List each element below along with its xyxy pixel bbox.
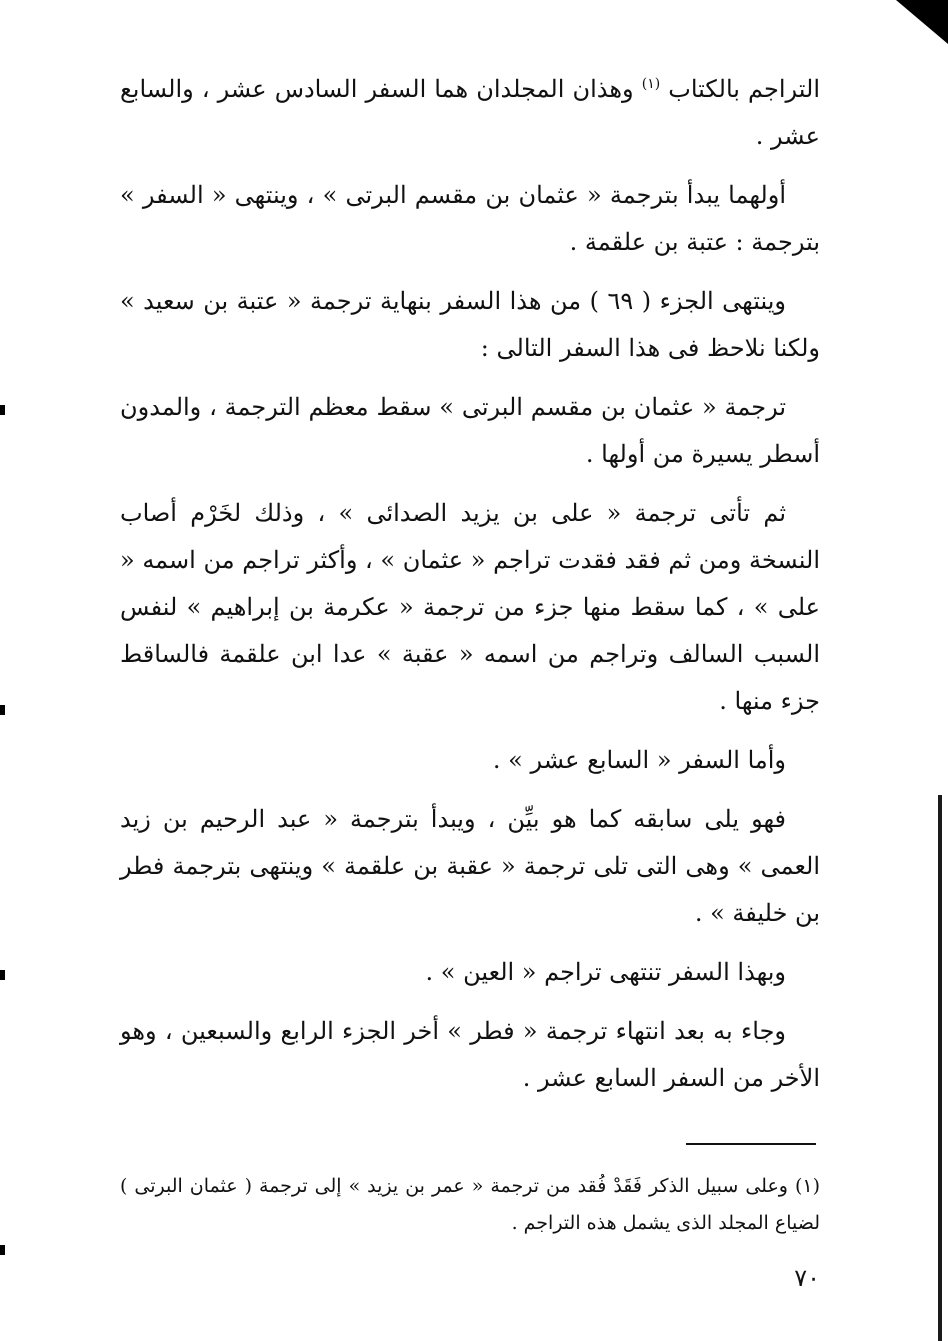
margin-mark (0, 970, 5, 980)
paragraph: وجاء به بعد انتهاء ترجمة « فطر » أخر الجزء الرابع والسبعين ، وهو الأخر من السفر السابع عشر . (120, 1017, 820, 1092)
paragraph: وينتهى الجزء ( ٦٩ ) من هذا السفر بنهاية ترجمة « عتبة بن سعيد » ولكنا نلاحظ فى هذا السفر التالى : (120, 287, 820, 362)
body-text (120, 66, 820, 1114)
corner-mark (896, 0, 948, 44)
margin-mark (0, 405, 5, 415)
paragraph: ثم تأتى ترجمة « على بن يزيد الصدائى » ، وذلك لخَرْم أصاب النسخة ومن ثم فقد فقدت تراجم « عثمان » ، وأكثر تراجم من اسمه « على » ، كما سقط منها جزء من ترجمة « عكرمة بن إبراهيم » لنفس السبب السالف وتراجم من اسمه « عقبة » عدا ابن علقمة فالساقط جزء منها . (120, 499, 820, 715)
paragraph: فهو يلى سابقه كما هو بيِّن ، ويبدأ بترجمة « عبد الرحيم بن زيد العمى » وهى التى تلى ترجمة « عقبة بن علقمة » وينتهى بترجمة فطر بن خليفة » . (120, 805, 820, 927)
footnote-separator (686, 1143, 816, 1145)
paragraph: وأما السفر « السابع عشر » . (492, 746, 786, 774)
paragraph-text: وهذان المجلدان هما السفر السادس عشر ، والسابع عشر . (120, 75, 820, 150)
paragraph: أولهما يبدأ بترجمة « عثمان بن مقسم البرتى » ، وينتهى « السفر » بترجمة : عتبة بن علقمة . (120, 181, 820, 256)
margin-mark (0, 1245, 5, 1255)
paragraph (120, 66, 820, 160)
paragraph-text: التراجم بالكتاب (668, 75, 820, 103)
scan-edge-rule (938, 795, 942, 1341)
footnote-reference: (١) (641, 76, 661, 92)
margin-mark (0, 705, 5, 715)
footnote: (١) وعلى سبيل الذكر فَقَدْ فُقد من ترجمة « عمر بن يزيد » إلى ترجمة ( عثمان البرتى ) لضياع المجلد الذى يشمل هذه التراجم . (120, 1175, 820, 1234)
paragraph: ترجمة « عثمان بن مقسم البرتى » سقط معظم الترجمة ، والمدون أسطر يسيرة من أولها . (120, 393, 820, 468)
page-number: ٧٠ (794, 1264, 820, 1292)
paragraph: وبهذا السفر تنتهى تراجم « العين » . (425, 958, 786, 986)
